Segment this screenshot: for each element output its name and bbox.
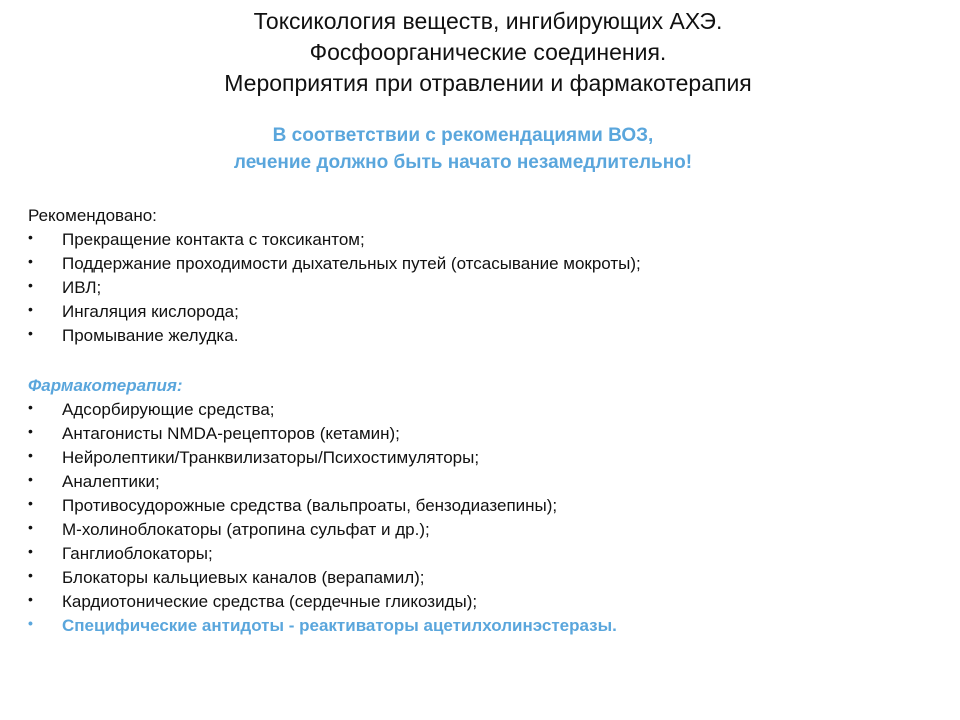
list-item-text: Промывание желудка. — [62, 326, 239, 345]
list-item-text: Поддержание проходимости дыхательных путей (отсасывание мокроты); — [62, 254, 641, 273]
bullet-icon: • — [28, 519, 33, 535]
list-item-text: Аналептики; — [62, 472, 160, 491]
list-item — [28, 494, 928, 518]
list-item-text: М-холиноблокаторы (атропина сульфат и др.); — [62, 520, 430, 539]
list-item-text: Кардиотонические средства (сердечные гликозиды); — [62, 592, 478, 611]
pharmacotherapy-list — [28, 398, 928, 638]
recommended-heading: Рекомендовано: — [28, 206, 157, 225]
slide-title — [0, 6, 960, 99]
list-item-text: Противосудорожные средства (вальпроаты, бензодиазепины); — [62, 496, 558, 515]
bullet-icon: • — [28, 471, 33, 487]
bullet-icon: • — [28, 543, 33, 559]
list-item-text: Ингаляция кислорода; — [62, 302, 239, 321]
list-item — [28, 590, 928, 614]
list-item-text: ИВЛ; — [62, 278, 102, 297]
recommended-list — [28, 228, 928, 348]
list-item-text: Прекращение контакта с токсикантом; — [62, 230, 365, 249]
who-note-line-1: В соответствии с рекомендациями ВОЗ, — [272, 125, 654, 146]
list-item — [28, 228, 928, 252]
bullet-icon: • — [28, 615, 33, 631]
list-item — [28, 542, 928, 566]
list-item-text: Блокаторы кальциевых каналов (верапамил); — [62, 568, 425, 587]
list-item — [28, 252, 928, 276]
bullet-icon: • — [28, 423, 33, 439]
bullet-icon: • — [28, 447, 33, 463]
pharmacotherapy-heading: Фармакотерапия: — [28, 376, 183, 395]
list-item-text: Адсорбирующие средства; — [62, 400, 275, 419]
list-item — [28, 518, 928, 542]
bullet-icon: • — [28, 591, 33, 607]
bullet-icon: • — [28, 495, 33, 511]
bullet-icon: • — [28, 399, 33, 415]
bullet-icon: • — [28, 301, 33, 317]
list-item — [28, 300, 928, 324]
bullet-icon: • — [28, 229, 33, 245]
list-item-text: Ганглиоблокаторы; — [62, 544, 213, 563]
bullet-icon: • — [28, 253, 33, 269]
title-line-3: Мероприятия при отравлении и фармакотерапия — [224, 70, 752, 96]
who-recommendation-note — [0, 122, 926, 176]
section-spacer — [28, 348, 928, 374]
list-item — [28, 566, 928, 590]
slide-content — [28, 204, 928, 638]
antidote-list-item — [28, 614, 928, 638]
title-line-1: Токсикология веществ, ингибирующих АХЭ. — [253, 8, 723, 34]
list-item — [28, 398, 928, 422]
list-item-text: Специфические антидоты - реактиваторы ацетилхолинэстеразы. — [62, 616, 617, 635]
list-item — [28, 446, 928, 470]
bullet-icon: • — [28, 277, 33, 293]
title-line-2: Фосфоорганические соединения. — [309, 39, 667, 65]
list-item — [28, 422, 928, 446]
list-item — [28, 324, 928, 348]
bullet-icon: • — [28, 325, 33, 341]
list-item — [28, 276, 928, 300]
list-item-text: Нейролептики/Транквилизаторы/Психостимуляторы; — [62, 448, 480, 467]
who-note-line-2: лечение должно быть начато незамедлительно! — [233, 152, 693, 173]
bullet-icon: • — [28, 567, 33, 583]
list-item — [28, 470, 928, 494]
list-item-text: Антагонисты NMDA-рецепторов (кетамин); — [62, 424, 400, 443]
